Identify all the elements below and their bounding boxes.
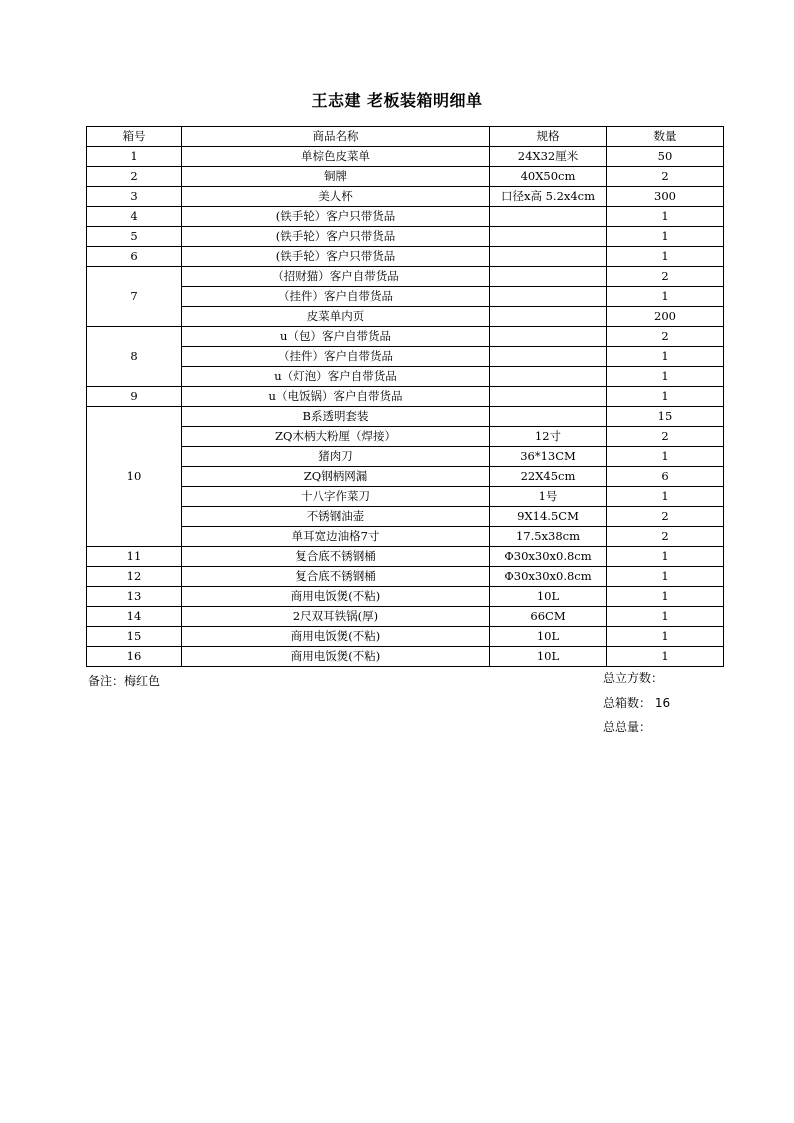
specification-cell: 22X45cm — [490, 467, 607, 487]
table-row — [87, 247, 724, 267]
table-row — [87, 507, 724, 527]
product-name-cell: B系透明套装 — [182, 407, 490, 427]
header-product-name: 商品名称 — [182, 127, 490, 147]
product-name-cell: ZQ木柄大粉厘（焊接） — [182, 427, 490, 447]
table-row — [87, 307, 724, 327]
box-number-cell: 8 — [87, 327, 182, 387]
table-row — [87, 607, 724, 627]
table-row — [87, 227, 724, 247]
product-name-cell: ZQ钢柄网漏 — [182, 467, 490, 487]
quantity-cell: 1 — [607, 487, 724, 507]
product-name-cell: 商用电饭煲(不粘) — [182, 647, 490, 667]
header-box-number: 箱号 — [87, 127, 182, 147]
quantity-cell: 50 — [607, 147, 724, 167]
box-number-cell: 15 — [87, 627, 182, 647]
specification-cell: 40X50cm — [490, 167, 607, 187]
specification-cell — [490, 367, 607, 387]
specification-cell: 12寸 — [490, 427, 607, 447]
box-number-cell: 5 — [87, 227, 182, 247]
table-row — [87, 187, 724, 207]
box-number-cell: 12 — [87, 567, 182, 587]
quantity-cell: 1 — [607, 367, 724, 387]
table-row — [87, 207, 724, 227]
quantity-cell: 1 — [607, 607, 724, 627]
table-row — [87, 487, 724, 507]
product-name-cell: 铜牌 — [182, 167, 490, 187]
table-body — [87, 147, 724, 667]
box-number-cell: 11 — [87, 547, 182, 567]
product-name-cell: 单耳宽边油格7寸 — [182, 527, 490, 547]
box-number-cell: 1 — [87, 147, 182, 167]
quantity-cell: 1 — [607, 207, 724, 227]
quantity-cell: 2 — [607, 507, 724, 527]
table-row — [87, 587, 724, 607]
document-title: 王志建 老板装箱明细单 — [311, 91, 483, 110]
quantity-cell: 1 — [607, 387, 724, 407]
packing-list-table — [86, 126, 724, 667]
specification-cell: 66CM — [490, 607, 607, 627]
quantity-cell: 2 — [607, 427, 724, 447]
table-row — [87, 287, 724, 307]
table-row — [87, 147, 724, 167]
box-number-cell: 7 — [87, 267, 182, 327]
product-name-cell: u（包）客户自带货品 — [182, 327, 490, 347]
product-name-cell: 猪肉刀 — [182, 447, 490, 467]
quantity-cell: 300 — [607, 187, 724, 207]
table-row — [87, 387, 724, 407]
specification-cell — [490, 287, 607, 307]
product-name-cell: (铁手轮）客户只带货品 — [182, 227, 490, 247]
table-row — [87, 327, 724, 347]
table-row — [87, 267, 724, 287]
specification-cell: 1号 — [490, 487, 607, 507]
specification-cell: 10L — [490, 627, 607, 647]
specification-cell: Φ30x30x0.8cm — [490, 567, 607, 587]
product-name-cell: u（电饭锅）客户自带货品 — [182, 387, 490, 407]
product-name-cell: （挂件）客户自带货品 — [182, 347, 490, 367]
product-name-cell: 皮菜单内页 — [182, 307, 490, 327]
box-number-cell: 16 — [87, 647, 182, 667]
product-name-cell: 商用电饭煲(不粘) — [182, 627, 490, 647]
table-row — [87, 467, 724, 487]
table-row — [87, 407, 724, 427]
table-row — [87, 627, 724, 647]
table-row — [87, 167, 724, 187]
table-row — [87, 547, 724, 567]
quantity-cell: 2 — [607, 267, 724, 287]
quantity-cell: 15 — [607, 407, 724, 427]
quantity-cell: 1 — [607, 587, 724, 607]
product-name-cell: 单棕色皮菜单 — [182, 147, 490, 167]
table-header-row — [87, 127, 724, 147]
quantity-cell: 200 — [607, 307, 724, 327]
product-name-cell: 美人杯 — [182, 187, 490, 207]
table-row — [87, 567, 724, 587]
table-row — [87, 647, 724, 667]
box-number-cell: 3 — [87, 187, 182, 207]
product-name-cell: （挂件）客户自带货品 — [182, 287, 490, 307]
product-name-cell: 十八字作菜刀 — [182, 487, 490, 507]
specification-cell: Φ30x30x0.8cm — [490, 547, 607, 567]
box-number-cell: 13 — [87, 587, 182, 607]
specification-cell: 10L — [490, 647, 607, 667]
quantity-cell: 1 — [607, 547, 724, 567]
specification-cell — [490, 307, 607, 327]
box-number-cell: 9 — [87, 387, 182, 407]
table-row — [87, 447, 724, 467]
quantity-cell: 1 — [607, 227, 724, 247]
header-specification: 规格 — [490, 127, 607, 147]
quantity-cell: 1 — [607, 647, 724, 667]
product-name-cell: (铁手轮）客户只带货品 — [182, 207, 490, 227]
box-number-cell: 2 — [87, 167, 182, 187]
product-name-cell: 不锈钢油壶 — [182, 507, 490, 527]
product-name-cell: (铁手轮）客户只带货品 — [182, 247, 490, 267]
quantity-cell: 1 — [607, 287, 724, 307]
total-volume: 总立方数： — [603, 671, 664, 685]
specification-cell: 24X32厘米 — [490, 147, 607, 167]
quantity-cell: 1 — [607, 567, 724, 587]
specification-cell: 口径x高 5.2x4cm — [490, 187, 607, 207]
quantity-cell: 6 — [607, 467, 724, 487]
product-name-cell: 商用电饭煲(不粘) — [182, 587, 490, 607]
product-name-cell: 2尺双耳铁锅(厚) — [182, 607, 490, 627]
quantity-cell: 1 — [607, 247, 724, 267]
total-weight: 总总量： — [603, 720, 652, 734]
product-name-cell: 复合底不锈钢桶 — [182, 547, 490, 567]
specification-cell — [490, 207, 607, 227]
specification-cell — [490, 227, 607, 247]
specification-cell: 9X14.5CM — [490, 507, 607, 527]
header-quantity: 数量 — [607, 127, 724, 147]
specification-cell — [490, 267, 607, 287]
total-boxes: 总箱数： 16 — [603, 696, 671, 710]
quantity-cell: 1 — [607, 447, 724, 467]
specification-cell — [490, 347, 607, 367]
quantity-cell: 1 — [607, 627, 724, 647]
quantity-cell: 2 — [607, 327, 724, 347]
remark-note: 备注：梅红色 — [88, 674, 161, 688]
specification-cell — [490, 407, 607, 427]
quantity-cell: 2 — [607, 527, 724, 547]
table-row — [87, 367, 724, 387]
table-row — [87, 347, 724, 367]
product-name-cell: 复合底不锈钢桶 — [182, 567, 490, 587]
specification-cell: 17.5x38cm — [490, 527, 607, 547]
box-number-cell: 4 — [87, 207, 182, 227]
product-name-cell: u（灯泡）客户自带货品 — [182, 367, 490, 387]
specification-cell — [490, 247, 607, 267]
box-number-cell: 14 — [87, 607, 182, 627]
quantity-cell: 2 — [607, 167, 724, 187]
specification-cell: 36*13CM — [490, 447, 607, 467]
box-number-cell: 10 — [87, 407, 182, 547]
table-row — [87, 427, 724, 447]
specification-cell — [490, 327, 607, 347]
specification-cell: 10L — [490, 587, 607, 607]
specification-cell — [490, 387, 607, 407]
table-row — [87, 527, 724, 547]
quantity-cell: 1 — [607, 347, 724, 367]
box-number-cell: 6 — [87, 247, 182, 267]
product-name-cell: （招财猫）客户自带货品 — [182, 267, 490, 287]
